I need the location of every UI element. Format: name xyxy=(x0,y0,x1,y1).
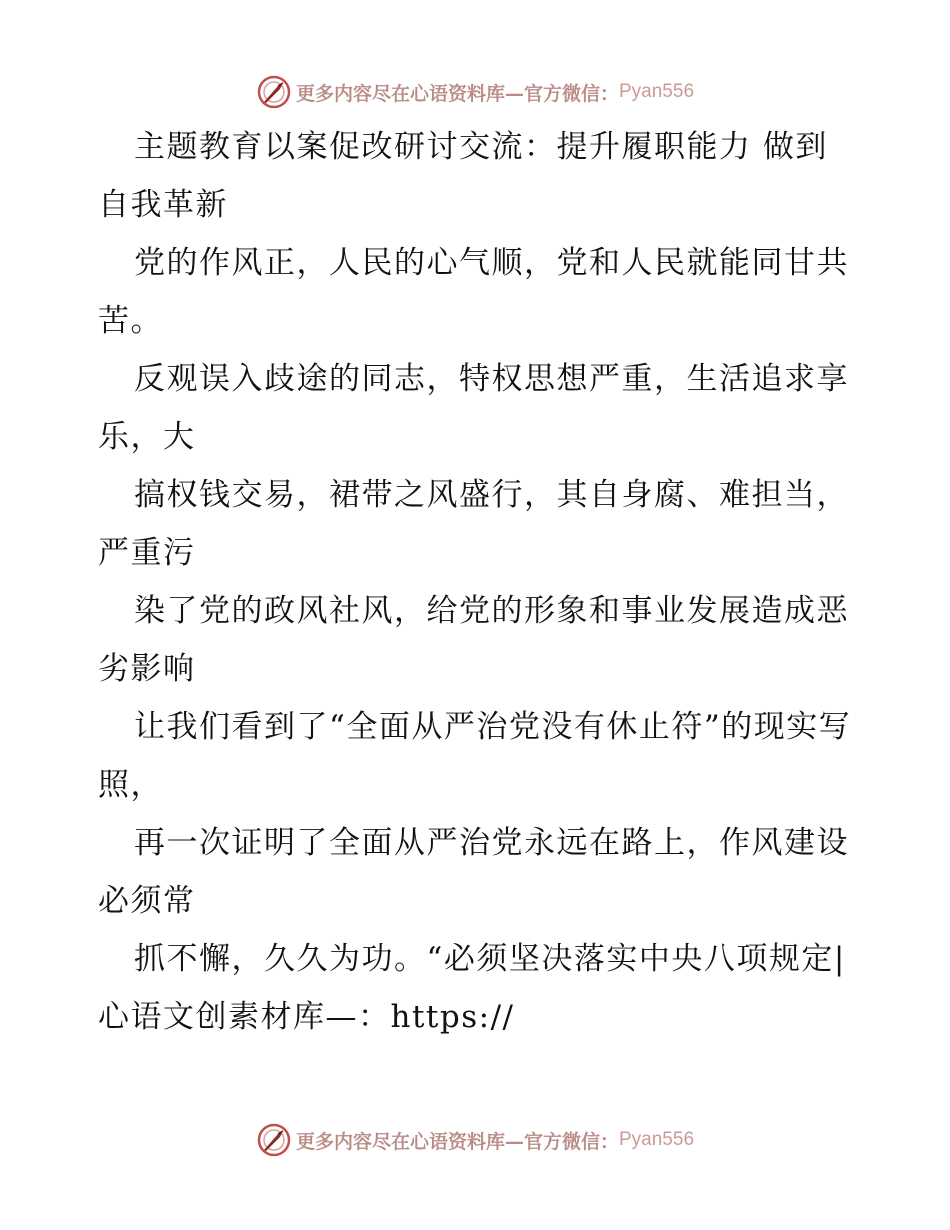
watermark-wechat-id: Pyan556 xyxy=(619,81,695,102)
document-paragraph: 抓不懈，久久为功。“必须坚决落实中央八项规定|心语文创素材库—：https:// xyxy=(98,941,846,1035)
footer-watermark xyxy=(0,1120,950,1160)
header-watermark xyxy=(0,72,950,112)
document-paragraph: 再一次证明了全面从严治党永远在路上，作风建设必须常 xyxy=(98,825,849,919)
quill-pen-circle-icon xyxy=(256,1122,292,1158)
quill-pen-circle-icon xyxy=(256,74,292,110)
document-paragraph: 搞权钱交易，裙带之风盛行，其自身腐、难担当，严重污 xyxy=(98,477,849,571)
document-paragraph: 党的作风正，人民的心气顺，党和人民就能同甘共苦。 xyxy=(98,245,849,339)
document-body xyxy=(98,118,858,1046)
watermark-text: 更多内容尽在心语资料库—官方微信： xyxy=(295,82,619,105)
document-paragraph: 染了党的政风社风，给党的形象和事业发展造成恶劣影响 xyxy=(98,593,849,687)
document-title-paragraph: 主题教育以案促改研讨交流：提升履职能力 做到自我革新 xyxy=(98,129,828,223)
document-paragraph: 反观误入歧途的同志，特权思想严重，生活追求享乐，大 xyxy=(98,361,849,455)
watermark-wechat-id: Pyan556 xyxy=(619,1129,695,1150)
document-paragraph: 让我们看到了“全面从严治党没有休止符”的现实写照， xyxy=(98,709,852,803)
watermark-text: 更多内容尽在心语资料库—官方微信： xyxy=(295,1130,619,1153)
